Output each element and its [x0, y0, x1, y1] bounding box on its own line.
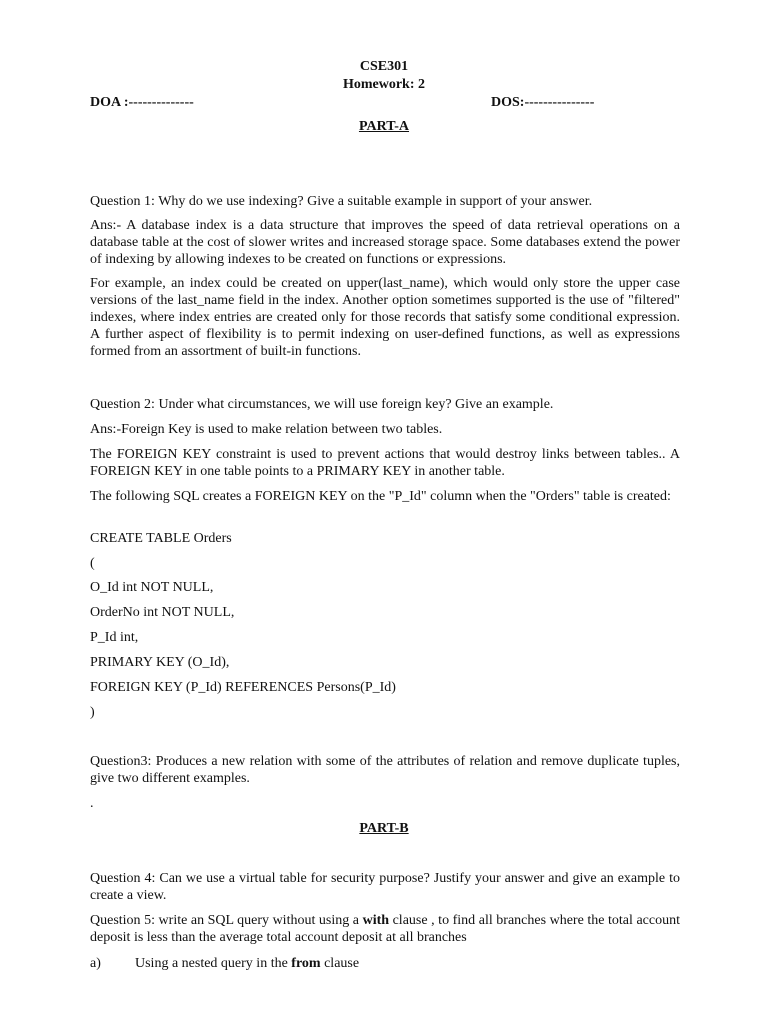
- question-5: [90, 912, 680, 946]
- sql-line: PRIMARY KEY (O_Id),: [90, 655, 230, 670]
- part-b-heading: PART-B: [359, 821, 409, 836]
- doa-field: DOA :--------------: [90, 95, 194, 110]
- question-2-answer-paragraph-2: The FOREIGN KEY constraint is used to prevent actions that would destroy links between tables.. A FOREIGN KEY in one table points to a PRIMARY KEY in another table.: [90, 447, 680, 479]
- part-a-heading: PART-A: [358, 119, 410, 134]
- homework-title: Homework: 2: [342, 77, 426, 92]
- course-code: CSE301: [359, 59, 409, 74]
- question-1-answer-paragraph-1: Ans:- A database index is a data structure that improves the speed of data retrieval operations on a database table at the cost of slower writes and increased storage space. Some databases extend the power of indexing by allowing indexes to be created on functions or expressions.: [90, 218, 680, 267]
- question-5-text-start: Question 5: write an SQL query without using a: [90, 913, 363, 928]
- question-2-answer-paragraph-3: The following SQL creates a FOREIGN KEY on the "P_Id" column when the "Orders" table is created:: [90, 489, 671, 504]
- question-2: Question 2: Under what circumstances, we will use foreign key? Give an example.: [90, 397, 554, 412]
- question-5-text-end: clause , to find all branches where the total account deposit is less than the average total account deposit at all branches: [90, 913, 680, 945]
- stray-dot: .: [90, 796, 94, 811]
- item-a-text-end: clause: [320, 956, 360, 971]
- sql-line: P_Id int,: [90, 630, 139, 645]
- dos-field: DOS:---------------: [491, 95, 595, 110]
- question-5-keyword-with: with: [362, 913, 390, 928]
- sql-line: FOREIGN KEY (P_Id) REFERENCES Persons(P_Id): [90, 680, 396, 695]
- question-1: Question 1: Why do we use indexing? Give a suitable example in support of your answer.: [90, 194, 593, 209]
- question-4: Question 4: Can we use a virtual table for security purpose? Justify your answer and give an example to create a view.: [90, 871, 680, 903]
- sql-line: CREATE TABLE Orders: [90, 531, 232, 546]
- question-2-answer-line-1: Ans:-Foreign Key is used to make relation between two tables.: [90, 422, 443, 437]
- item-a-text-start: Using a nested query in the: [135, 956, 292, 971]
- sql-line: ): [90, 705, 95, 720]
- sql-line: (: [90, 556, 95, 571]
- item-a-label: a): [90, 956, 101, 971]
- question-1-answer-paragraph-2: For example, an index could be created on upper(last_name), which would only store the upper case versions of the last_name field in the index. Another option sometimes supported is the use of "filtered" indexes, where index entries are created only for those records that satisfy some conditional expression. A further aspect of flexibility is to permit indexing on user-defined functions, as well as expressions formed from an assortment of built-in functions.: [90, 276, 680, 359]
- sql-line: OrderNo int NOT NULL,: [90, 605, 235, 620]
- item-a-text: [135, 955, 359, 972]
- item-a-keyword-from: from: [291, 956, 321, 971]
- sql-line: O_Id int NOT NULL,: [90, 580, 214, 595]
- question-3: Question3: Produces a new relation with some of the attributes of relation and remove duplicate tuples, give two different examples.: [90, 754, 680, 786]
